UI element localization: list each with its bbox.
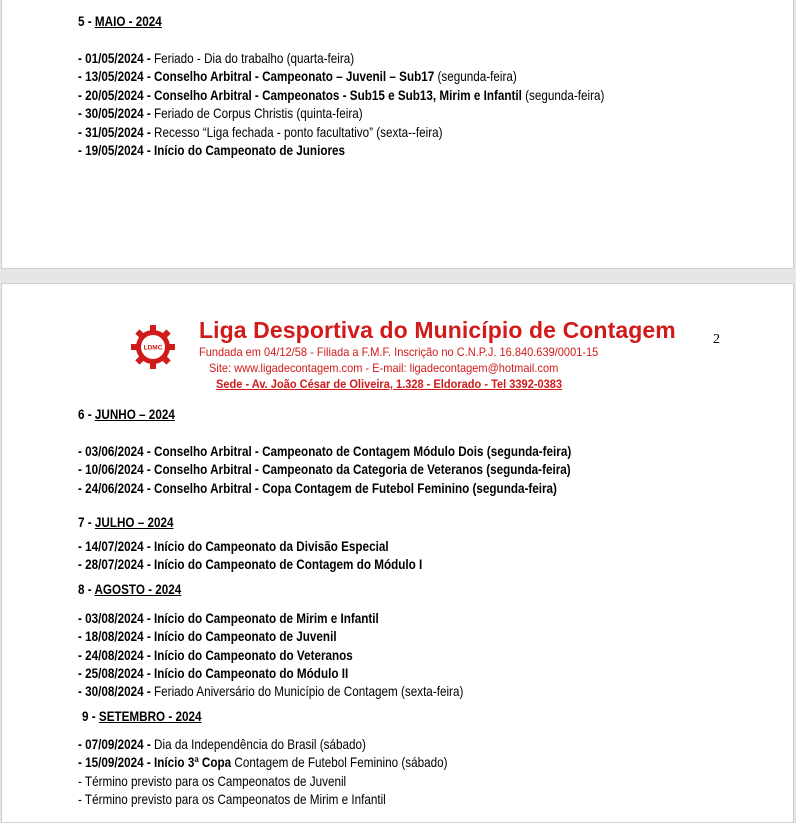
list-item: - 31/05/2024 - Recesso “Liga fechada - ponto facultativo” (sexta--feira) [78,125,443,140]
organization-title: Liga Desportiva do Município de Contagem [199,317,676,343]
list-item: - 20/05/2024 - Conselho Arbitral - Campeonatos - Sub15 e Sub13, Mirim e Infantil (segunda-feira) [78,88,605,103]
section-heading-setembro: 9 - SETEMBRO - 2024 [82,709,202,724]
page-number: 2 [713,332,720,347]
list-item: - 25/08/2024 - Início do Campeonato do Módulo II [78,666,349,681]
document-page-1 [1,0,794,269]
list-item: - 01/05/2024 - Feriado - Dia do trabalho (quarta-feira) [78,51,355,66]
organization-contact-info: Site: www.ligadecontagem.com - E-mail: ligadecontagem@hotmail.com [209,361,559,375]
list-item: - 15/09/2024 - Início 3ª Copa Contagem de Futebol Feminino (sábado) [78,755,448,770]
list-item: - Término previsto para os Campeonatos de Mirim e Infantil [78,792,386,807]
section-heading-junho: 6 - JUNHO – 2024 [78,407,175,422]
list-item: - 30/05/2024 - Feriado de Corpus Christis (quinta-feira) [78,106,363,121]
list-item: - 14/07/2024 - Início do Campeonato da Divisão Especial [78,539,389,554]
list-item: - 19/05/2024 - Início do Campeonato de Juniores [78,143,346,158]
list-item: - 28/07/2024 - Início do Campeonato de Contagem do Módulo I [78,557,423,572]
organization-founding-info: Fundada em 04/12/58 - Filiada a F.M.F. Inscrição no C.N.P.J. 16.840.639/0001-15 [199,345,599,359]
list-item: - 03/08/2024 - Início do Campeonato de Mirim e Infantil [78,611,379,626]
list-item: - 13/05/2024 - Conselho Arbitral - Campeonato – Juvenil – Sub17 (segunda-feira) [78,69,517,84]
list-item: - 03/06/2024 - Conselho Arbitral - Campeonato de Contagem Módulo Dois (segunda-feira) [78,444,572,459]
ldmc-gear-logo-icon [130,324,176,370]
list-item: - 24/08/2024 - Início do Campeonato do Veteranos [78,648,353,663]
list-item: - 07/09/2024 - Dia da Independência do Brasil (sábado) [78,737,366,752]
svg-text:LDMC: LDMC [143,344,163,352]
section-heading-julho: 7 - JULHO – 2024 [78,515,174,530]
list-item: - 18/08/2024 - Início do Campeonato de Juvenil [78,629,337,644]
list-item: - 30/08/2024 - Feriado Aniversário do Município de Contagem (sexta-feira) [78,684,464,699]
list-item: - Término previsto para os Campeonatos de Juvenil [78,774,347,789]
section-heading-maio: 5 - MAIO - 2024 [78,14,162,29]
list-item: - 24/06/2024 - Conselho Arbitral - Copa Contagem de Futebol Feminino (segunda-feira) [78,481,557,496]
organization-address: Sede - Av. João César de Oliveira, 1.328 - Eldorado - Tel 3392-0383 [216,377,563,391]
section-heading-agosto: 8 - AGOSTO - 2024 [78,582,182,597]
document-page-2 [1,283,794,823]
list-item: - 10/06/2024 - Conselho Arbitral - Campeonato da Categoria de Veteranos (segunda-feira) [78,462,571,477]
